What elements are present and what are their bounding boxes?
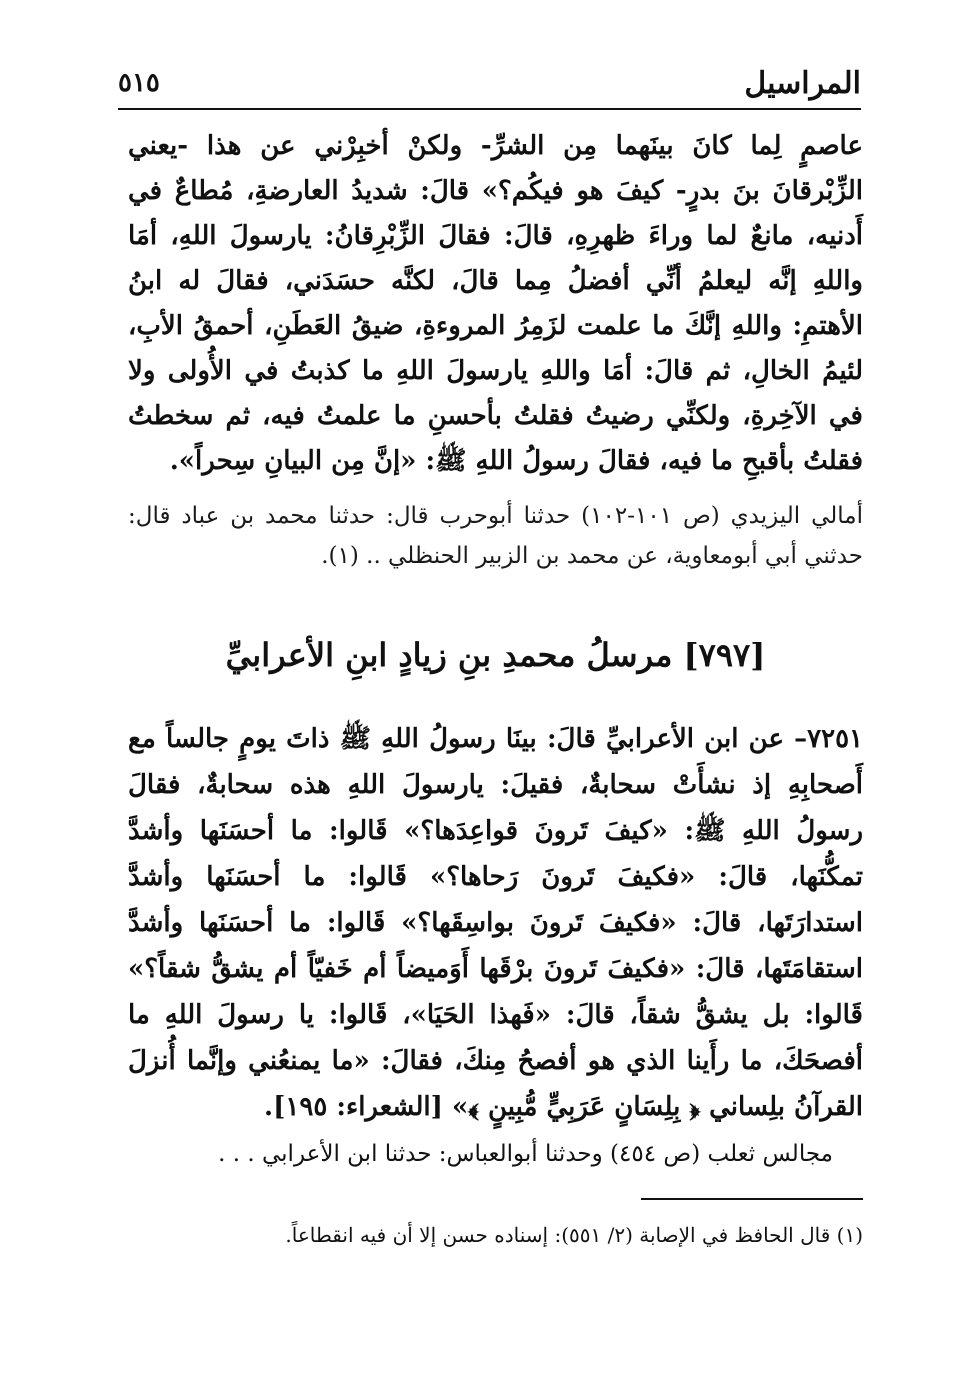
running-title: المراسيل bbox=[744, 66, 861, 101]
page-number: ٥١٥ bbox=[118, 68, 160, 98]
paragraph-hadith-continuation: عاصمٍ لِما كانَ بينَهما مِن الشرِّ- ولكنْ أخبِرْني عن هذا -يعني الزِّبْرقانَ بنَ بدرٍ- كيفَ هو فيكُم؟» قالَ: شديدُ العارضةِ، مُطاعٌ في أَدنيه، مانعٌ لما وراءَ ظهرِهِ، قالَ: فقالَ الزِّبْرِقانُ: يارسولَ اللهِ، أمَا واللهِ إنَّه ليعلمُ أنِّي أفضلُ مِما قالَ، لكنَّه حسَدَني، فقالَ له ابنُ الأهتمِ: واللهِ إنَّكَ ما علمت لزَمِرُ المروءةِ، ضيقُ العَطَنِ، أحمقُ الأبِ، لئيمُ الخالِ، ثم قالَ: أمَا واللهِ يارسولَ اللهِ ما كذبتُ في الأُولى ولا في الآخِرةِ، ولكنِّي رضيتُ فقلتُ بأحسنِ ما علمتُ فيه، ثم سخطتُ فقلتُ بأقبحِ ما فيه، فقالَ رسولُ اللهِ ﷺ: «إنَّ مِن البيانِ سِحراً». bbox=[128, 131, 864, 476]
paragraph-hadith-7251 bbox=[128, 716, 863, 1130]
source-citation: أمالي اليزيدي (ص ١٠١-١٠٢) حدثنا أبوحرب قال: حدثنا محمد بن عباد قال: حدثني أبي أبومعاوية، عن محمد بن الزبير الحنظلي .. (١). bbox=[128, 503, 863, 569]
source-citation-2: مجالس ثعلب (ص ٤٥٤) وحدثنا أبوالعباس: حدثنا ابن الأعرابي . . . bbox=[218, 1141, 833, 1167]
hadith-text: – عن ابن الأعرابيِّ قالَ: بينَا رسولُ اللهِ ﷺ ذاتَ يومٍ جالساً مع أَصحابِهِ إذ نشأَتْ سحابةٌ، فقيلَ: يارسولَ اللهِ هذه سحابةٌ، فقالَ رسولُ اللهِ ﷺ: «كيفَ تَرونَ قواعِدَها؟» قَالوا: ما أحسَنَها وأشدَّ تمكُّنَها، قالَ: «فكيفَ تَرونَ رَحاها؟» قَالوا: ما أحسَنَها وأشدَّ استدارَتَها، قالَ: «فكيفَ تَرونَ بواسِقَها؟» قَالوا: ما أحسَنَها وأشدَّ استقامَتَها، قالَ: «فكيفَ تَرونَ برْقَها أَوَميضاً أم خَفيّاً أم يشقُّ شقاً؟» قَالوا: بل يشقُّ شقاً، قالَ: «فَهذا الحَيَا»، قَالوا: يا رسولَ اللهِ ما أفصحَكَ، ما رأَينا الذي هو أفصحُ مِنكَ، فقالَ: «ما يمنعُني وإنَّما أُنزلَ القرآنُ بلِساني ﴿ بِلِسَانٍ عَرَبِيٍّ مُّبِينٍ ﴾» [الشعراء: ١٩٥]. bbox=[128, 724, 863, 1122]
section-heading: [٧٩٧] مرسلُ محمدِ بنِ زيادٍ ابنِ الأعرابيِّ bbox=[225, 636, 766, 674]
hadith-number: ٧٢٥١ bbox=[807, 724, 863, 754]
footnote: (١) قال الحافظ في الإصابة (٢/ ٥٥١): إسناده حسن إلا أن فيه انقطاعاً. bbox=[285, 1223, 863, 1247]
page-header bbox=[118, 64, 861, 110]
footnote-divider bbox=[641, 1198, 863, 1200]
